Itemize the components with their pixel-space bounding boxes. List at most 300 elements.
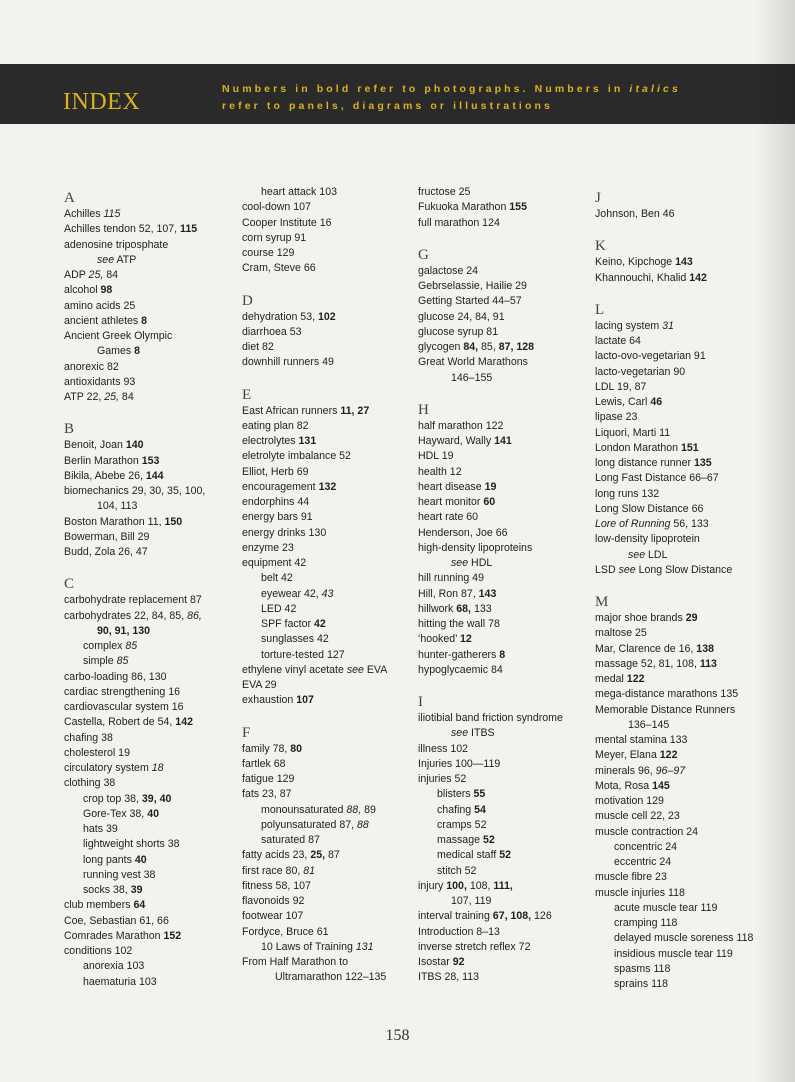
photo-page-ref: 145 bbox=[652, 779, 670, 792]
entry-text: crop top 38, bbox=[83, 792, 142, 805]
section-gap bbox=[418, 386, 590, 397]
entry-text: simple bbox=[83, 655, 117, 668]
index-entry bbox=[64, 868, 236, 883]
index-entry bbox=[64, 898, 236, 913]
index-entry bbox=[242, 231, 414, 246]
index-entry bbox=[418, 200, 590, 215]
entry-text: fats 23, 87 bbox=[242, 788, 292, 801]
entry-text: enzyme 23 bbox=[242, 541, 294, 554]
entry-text: long distance runner bbox=[595, 457, 694, 469]
index-entry bbox=[595, 947, 767, 962]
index-entry bbox=[418, 449, 590, 464]
entry-text: Keino, Kipchoge bbox=[595, 256, 676, 269]
italic-ref: 86, bbox=[187, 609, 202, 622]
index-entry bbox=[64, 929, 236, 944]
italic-ref: 96–97 bbox=[655, 764, 686, 777]
entry-text: hitting the wall 78 bbox=[418, 618, 500, 630]
photo-page-ref: 141 bbox=[494, 435, 512, 447]
index-entry bbox=[64, 329, 236, 344]
index-entry bbox=[418, 803, 590, 818]
entry-text: ethylene vinyl acetate bbox=[242, 663, 347, 676]
entry-text: 104, 113 bbox=[97, 500, 138, 513]
header-note-italics-word: italics bbox=[629, 83, 681, 95]
section-letter: K bbox=[595, 238, 606, 255]
entry-text: cool-down 107 bbox=[242, 201, 311, 214]
entry-text: fitness 58, 107 bbox=[242, 879, 311, 892]
entry-text: ADP bbox=[64, 269, 89, 281]
index-entry bbox=[242, 772, 414, 787]
index-column-3 bbox=[418, 185, 590, 986]
entry-text: Castella, Robert de 54, bbox=[64, 716, 176, 729]
entry-text: Coe, Sebastian 61, 66 bbox=[64, 914, 169, 927]
index-entry bbox=[64, 299, 236, 314]
index-entry bbox=[242, 495, 414, 510]
page-number: 158 bbox=[385, 1027, 410, 1044]
photo-page-ref: 54 bbox=[474, 803, 486, 816]
entry-text: Games bbox=[97, 345, 135, 358]
entry-text: first race 80, bbox=[242, 864, 304, 877]
index-entry bbox=[242, 556, 414, 571]
index-entry bbox=[418, 264, 590, 279]
entry-text: LSD bbox=[595, 563, 619, 576]
section-letter: B bbox=[64, 421, 75, 438]
index-entry bbox=[242, 970, 414, 985]
entry-text: motivation 129 bbox=[595, 795, 664, 807]
index-entry bbox=[64, 499, 236, 514]
entry-text: mental stamina 133 bbox=[595, 734, 688, 746]
entry-text: diet 82 bbox=[242, 341, 274, 353]
entry-text: Henderson, Joe 66 bbox=[418, 526, 508, 539]
entry-text: galactose 24 bbox=[418, 264, 479, 277]
index-entry bbox=[595, 657, 767, 672]
photo-page-ref: 107 bbox=[296, 694, 314, 707]
index-entry bbox=[595, 901, 767, 916]
index-column-4 bbox=[595, 185, 767, 992]
entry-text: 84 bbox=[118, 391, 134, 403]
index-entry bbox=[242, 434, 414, 449]
entry-text: energy bars 91 bbox=[242, 511, 313, 524]
entry-text: ITBS bbox=[468, 727, 495, 740]
index-entry bbox=[242, 833, 414, 848]
entry-text: delayed muscle soreness 118 bbox=[614, 932, 754, 945]
entry-text: anorexic 82 bbox=[64, 360, 119, 373]
index-entry bbox=[418, 495, 590, 510]
index-entry bbox=[595, 334, 767, 349]
photo-page-ref: 143 bbox=[478, 587, 497, 600]
index-entry bbox=[242, 864, 414, 879]
entry-text: ITBS 28, 113 bbox=[418, 971, 480, 984]
index-entry bbox=[242, 617, 414, 632]
photo-page-ref: 87, 128 bbox=[498, 341, 535, 353]
index-entry bbox=[64, 530, 236, 545]
photo-page-ref: 122 bbox=[659, 749, 678, 762]
index-entry bbox=[242, 693, 414, 708]
entry-text: chafing 38 bbox=[64, 731, 113, 744]
index-entry bbox=[242, 480, 414, 495]
index-entry bbox=[64, 837, 236, 852]
photo-page-ref: 151 bbox=[681, 441, 699, 454]
entry-text: heart disease bbox=[418, 480, 485, 493]
entry-text: muscle fibre 23 bbox=[595, 871, 667, 884]
photo-page-ref: 153 bbox=[141, 454, 160, 467]
header-note bbox=[222, 81, 681, 115]
entry-text: Ancient Greek Olympic bbox=[64, 330, 173, 342]
entry-text: Fukuoka Marathon bbox=[418, 201, 510, 214]
entry-text: cramps 52 bbox=[437, 818, 487, 831]
section-letter: A bbox=[64, 190, 75, 206]
index-entry bbox=[595, 977, 767, 992]
section-letter: G bbox=[418, 246, 429, 263]
entry-text: cardiac strengthening 16 bbox=[64, 685, 181, 698]
index-entry bbox=[418, 434, 590, 449]
entry-text: full marathon 124 bbox=[418, 216, 500, 229]
index-entry bbox=[595, 207, 767, 222]
index-entry bbox=[595, 319, 767, 334]
index-entry bbox=[418, 325, 590, 340]
photo-page-ref: 68, bbox=[456, 602, 471, 615]
index-entry bbox=[242, 404, 414, 419]
entry-text: Cooper Institute 16 bbox=[242, 216, 332, 229]
photo-page-ref: 138 bbox=[696, 642, 714, 655]
entry-text: Memorable Distance Runners bbox=[595, 703, 736, 716]
entry-text: Mar, Clarence de 16, bbox=[595, 642, 697, 655]
index-entry bbox=[418, 310, 590, 325]
index-entry bbox=[242, 465, 414, 480]
entry-text: Isostar bbox=[418, 956, 453, 968]
index-entry bbox=[64, 975, 236, 990]
entry-text: long runs 132 bbox=[595, 487, 660, 500]
index-entry bbox=[595, 563, 767, 578]
index-entry bbox=[595, 718, 767, 733]
photo-page-ref: 52 bbox=[482, 834, 495, 846]
photo-page-ref: 100, bbox=[446, 879, 467, 892]
index-entry bbox=[242, 449, 414, 464]
entry-text: Lewis, Carl bbox=[595, 396, 651, 408]
entry-text: high-density lipoproteins bbox=[418, 541, 533, 554]
index-entry bbox=[418, 955, 590, 970]
index-entry bbox=[242, 818, 414, 833]
index-entry bbox=[64, 700, 236, 715]
entry-text: spasms 118 bbox=[614, 962, 671, 975]
index-entry bbox=[595, 532, 767, 547]
index-entry bbox=[242, 325, 414, 340]
entry-text: sunglasses 42 bbox=[261, 633, 329, 646]
entry-text: haematuria 103 bbox=[83, 975, 157, 988]
photo-page-ref: 25, bbox=[310, 849, 326, 862]
entry-text: carbo-loading 86, 130 bbox=[64, 670, 167, 683]
index-entry bbox=[64, 914, 236, 929]
photo-page-ref: 67, 108, bbox=[492, 910, 532, 923]
entry-text: lacto-ovo-vegetarian 91 bbox=[595, 350, 706, 363]
entry-text: diarrhoea 53 bbox=[242, 325, 302, 338]
index-entry bbox=[64, 609, 236, 624]
entry-text: glycogen bbox=[418, 341, 464, 353]
index-entry bbox=[418, 787, 590, 802]
index-entry bbox=[64, 484, 236, 499]
entry-text: medical staff bbox=[437, 849, 500, 862]
entry-text: eletrolyte imbalance 52 bbox=[242, 450, 351, 463]
index-entry bbox=[242, 340, 414, 355]
entry-text: Comrades Marathon bbox=[64, 929, 164, 942]
index-entry bbox=[418, 726, 590, 741]
entry-text: massage 52, 81, 108, bbox=[595, 657, 700, 670]
entry-text: cardiovascular system 16 bbox=[64, 701, 184, 713]
index-entry bbox=[418, 711, 590, 726]
section-gap bbox=[595, 286, 767, 297]
entry-text: exhaustion bbox=[242, 694, 297, 707]
photo-page-ref: 115 bbox=[180, 223, 198, 236]
index-entry bbox=[64, 283, 236, 298]
index-entry bbox=[595, 365, 767, 380]
photo-page-ref: 39 bbox=[130, 884, 143, 896]
photo-page-ref: 40 bbox=[147, 807, 159, 820]
index-entry bbox=[418, 909, 590, 924]
entry-text: ancient athletes bbox=[64, 314, 142, 327]
index-entry bbox=[64, 344, 236, 359]
index-entry bbox=[418, 340, 590, 355]
section-gap bbox=[242, 277, 414, 288]
photo-page-ref: 155 bbox=[509, 201, 527, 214]
index-entry bbox=[242, 526, 414, 541]
entry-text: Bikila, Abebe 26, bbox=[64, 469, 146, 482]
entry-text: inverse stretch reflex 72 bbox=[418, 940, 531, 953]
photo-page-ref: 135 bbox=[693, 457, 712, 469]
italic-ref: see bbox=[346, 663, 364, 676]
photo-page-ref: 29 bbox=[685, 612, 698, 624]
entry-text: running vest 38 bbox=[83, 868, 156, 881]
index-entry bbox=[595, 748, 767, 763]
entry-text: adenosine triposphate bbox=[64, 238, 169, 251]
photo-page-ref: 113 bbox=[699, 657, 717, 670]
index-entry bbox=[64, 360, 236, 375]
index-entry bbox=[64, 438, 236, 453]
photo-page-ref: 98 bbox=[100, 284, 113, 297]
entry-text: lacing system bbox=[595, 319, 663, 332]
index-entry bbox=[595, 380, 767, 395]
section-letter: M bbox=[595, 594, 609, 610]
entry-text: Boston Marathon 11, bbox=[64, 515, 165, 528]
index-entry bbox=[242, 185, 414, 200]
entry-text: lightweight shorts 38 bbox=[83, 838, 180, 851]
photo-page-ref: 143 bbox=[675, 256, 693, 269]
photo-page-ref: 19 bbox=[484, 480, 497, 493]
entry-text: course 129 bbox=[242, 247, 295, 259]
section-gap bbox=[64, 560, 236, 571]
entry-text: Mota, Rosa bbox=[595, 779, 653, 792]
italic-ref: see bbox=[618, 563, 636, 576]
index-entry bbox=[595, 703, 767, 718]
entry-text: hillwork bbox=[418, 602, 457, 615]
section-letter: C bbox=[64, 576, 75, 593]
entry-text: LDL bbox=[645, 548, 668, 561]
entry-text: acute muscle tear 119 bbox=[614, 901, 718, 914]
index-entry bbox=[418, 185, 590, 200]
index-entry bbox=[64, 822, 236, 837]
photo-page-ref: 39, 40 bbox=[141, 792, 172, 805]
italic-ref: see bbox=[451, 557, 469, 569]
photo-page-ref: 8 bbox=[134, 345, 140, 358]
italic-ref: Lore of Running bbox=[595, 518, 671, 530]
photo-page-ref: 152 bbox=[163, 929, 182, 942]
entry-text: hill running 49 bbox=[418, 572, 484, 585]
photo-page-ref: 55 bbox=[473, 788, 486, 801]
index-entry bbox=[595, 672, 767, 687]
entry-text: LDL 19, 87 bbox=[595, 380, 647, 393]
entry-text: stitch 52 bbox=[437, 864, 477, 877]
entry-text: fructose 25 bbox=[418, 186, 471, 198]
italic-ref: 115 bbox=[103, 208, 121, 220]
entry-text: conditions 102 bbox=[64, 945, 133, 957]
index-entry bbox=[64, 670, 236, 685]
header-band bbox=[0, 64, 795, 124]
entry-text: biomechanics 29, 30, 35, 100, bbox=[64, 485, 206, 497]
index-entry bbox=[418, 632, 590, 647]
index-column-1 bbox=[64, 185, 236, 990]
entry-text: HDL 19 bbox=[418, 450, 454, 463]
entry-text: ATP 22, bbox=[64, 391, 105, 403]
header-note-line-2: refer to panels, diagrams or illustrations bbox=[222, 100, 553, 112]
index-entry bbox=[242, 541, 414, 556]
entry-text: EVA 29 bbox=[242, 679, 277, 691]
entry-text: eating plan 82 bbox=[242, 419, 309, 432]
index-entry bbox=[64, 715, 236, 730]
section-letter: D bbox=[242, 292, 253, 309]
entry-text: lipase 23 bbox=[595, 411, 638, 424]
index-entry bbox=[418, 757, 590, 772]
index-entry bbox=[595, 611, 767, 626]
index-entry bbox=[418, 371, 590, 386]
index-entry bbox=[418, 556, 590, 571]
index-entry bbox=[64, 593, 236, 608]
italic-ref: see bbox=[628, 548, 646, 561]
section-letter: E bbox=[242, 386, 252, 403]
index-entry bbox=[418, 602, 590, 617]
entry-text: socks 38, bbox=[83, 884, 131, 896]
index-entry bbox=[595, 395, 767, 410]
italic-ref: 18 bbox=[151, 762, 164, 774]
index-entry bbox=[64, 731, 236, 746]
index-entry bbox=[418, 587, 590, 602]
entry-text: 84 bbox=[103, 269, 119, 281]
entry-text: glucose syrup 81 bbox=[418, 325, 499, 338]
index-entry bbox=[64, 390, 236, 405]
index-entry bbox=[595, 794, 767, 809]
entry-text: Liquori, Marti 11 bbox=[595, 426, 671, 439]
section-letter: F bbox=[242, 724, 251, 741]
entry-text: long pants bbox=[83, 853, 135, 866]
entry-text: 146–155 bbox=[451, 371, 493, 384]
photo-page-ref: 92 bbox=[452, 956, 465, 968]
entry-text: Long Fast Distance 66–67 bbox=[595, 472, 719, 485]
entry-text: mega-distance marathons 135 bbox=[595, 688, 739, 701]
index-entry bbox=[418, 419, 590, 434]
entry-text: lacto-vegetarian 90 bbox=[595, 365, 686, 378]
entry-text: injuries 52 bbox=[418, 773, 467, 785]
index-entry bbox=[418, 294, 590, 309]
entry-text: muscle contraction 24 bbox=[595, 825, 699, 838]
index-entry bbox=[64, 654, 236, 669]
entry-text: low-density lipoprotein bbox=[595, 533, 700, 546]
entry-text: muscle injuries 118 bbox=[595, 886, 685, 899]
section-gap bbox=[242, 709, 414, 720]
entry-text: health 12 bbox=[418, 465, 462, 478]
entry-text: 89 bbox=[361, 803, 376, 816]
italic-ref: 25, bbox=[88, 269, 104, 281]
entry-text: eccentric 24 bbox=[614, 856, 672, 868]
photo-page-ref: 131 bbox=[298, 435, 317, 447]
entry-text: chafing bbox=[437, 803, 475, 816]
entry-text: glucose 24, 84, 91 bbox=[418, 310, 505, 323]
entry-text: 107, 119 bbox=[451, 895, 492, 907]
entry-text: 10 Laws of Training bbox=[261, 940, 356, 953]
index-entry bbox=[595, 916, 767, 931]
photo-page-ref: 111, bbox=[493, 879, 513, 892]
entry-text: Long Slow Distance bbox=[635, 563, 733, 576]
index-column-2 bbox=[242, 185, 414, 986]
index-entry bbox=[64, 792, 236, 807]
index-entry bbox=[242, 925, 414, 940]
entry-text: Hill, Ron 87, bbox=[418, 587, 479, 600]
index-entry bbox=[418, 818, 590, 833]
index-entry bbox=[595, 962, 767, 977]
entry-text: LED 42 bbox=[261, 602, 297, 615]
entry-text: saturated 87 bbox=[261, 834, 320, 846]
entry-text: belt 42 bbox=[261, 572, 293, 585]
index-entry bbox=[418, 663, 590, 678]
entry-text: 108, bbox=[466, 879, 494, 892]
index-entry bbox=[64, 515, 236, 530]
entry-text: Great World Marathons bbox=[418, 356, 528, 369]
page-title: INDEX bbox=[63, 89, 141, 115]
entry-text: London Marathon bbox=[595, 441, 681, 454]
index-entry bbox=[418, 216, 590, 231]
entry-text: heart attack 103 bbox=[261, 186, 337, 198]
entry-text: Long Slow Distance 66 bbox=[595, 502, 704, 515]
entry-text: downhill runners 49 bbox=[242, 356, 334, 369]
entry-text: minerals 96, bbox=[595, 764, 656, 777]
index-entry bbox=[418, 617, 590, 632]
index-entry bbox=[242, 678, 414, 693]
entry-text: maltose 25 bbox=[595, 627, 647, 640]
entry-text: sprains 118 bbox=[614, 978, 668, 990]
entry-text: Bowerman, Bill 29 bbox=[64, 530, 150, 543]
entry-text: Benoit, Joan bbox=[64, 439, 126, 452]
italic-ref: 131 bbox=[355, 940, 374, 953]
section-letter: H bbox=[418, 401, 429, 418]
entry-text: Introduction 8–13 bbox=[418, 925, 500, 938]
index-entry bbox=[595, 426, 767, 441]
italic-ref: 25, bbox=[104, 391, 119, 403]
index-entry bbox=[64, 853, 236, 868]
entry-text: half marathon 122 bbox=[418, 419, 504, 432]
entry-text: massage bbox=[437, 834, 483, 846]
photo-page-ref: 144 bbox=[145, 469, 164, 482]
section-letter: J bbox=[595, 190, 601, 206]
section-gap bbox=[418, 231, 590, 242]
entry-text: 126 bbox=[531, 910, 552, 923]
photo-page-ref: 142 bbox=[689, 271, 707, 284]
entry-text: circulatory system bbox=[64, 762, 152, 774]
index-entry bbox=[242, 261, 414, 276]
entry-text: SPF factor bbox=[261, 618, 314, 630]
entry-text: fatty acids 23, bbox=[242, 849, 311, 862]
entry-text: medal bbox=[595, 673, 627, 685]
index-entry bbox=[64, 469, 236, 484]
index-entry bbox=[418, 864, 590, 879]
entry-text: clothing 38 bbox=[64, 777, 116, 790]
index-entry bbox=[242, 909, 414, 924]
index-entry bbox=[242, 419, 414, 434]
